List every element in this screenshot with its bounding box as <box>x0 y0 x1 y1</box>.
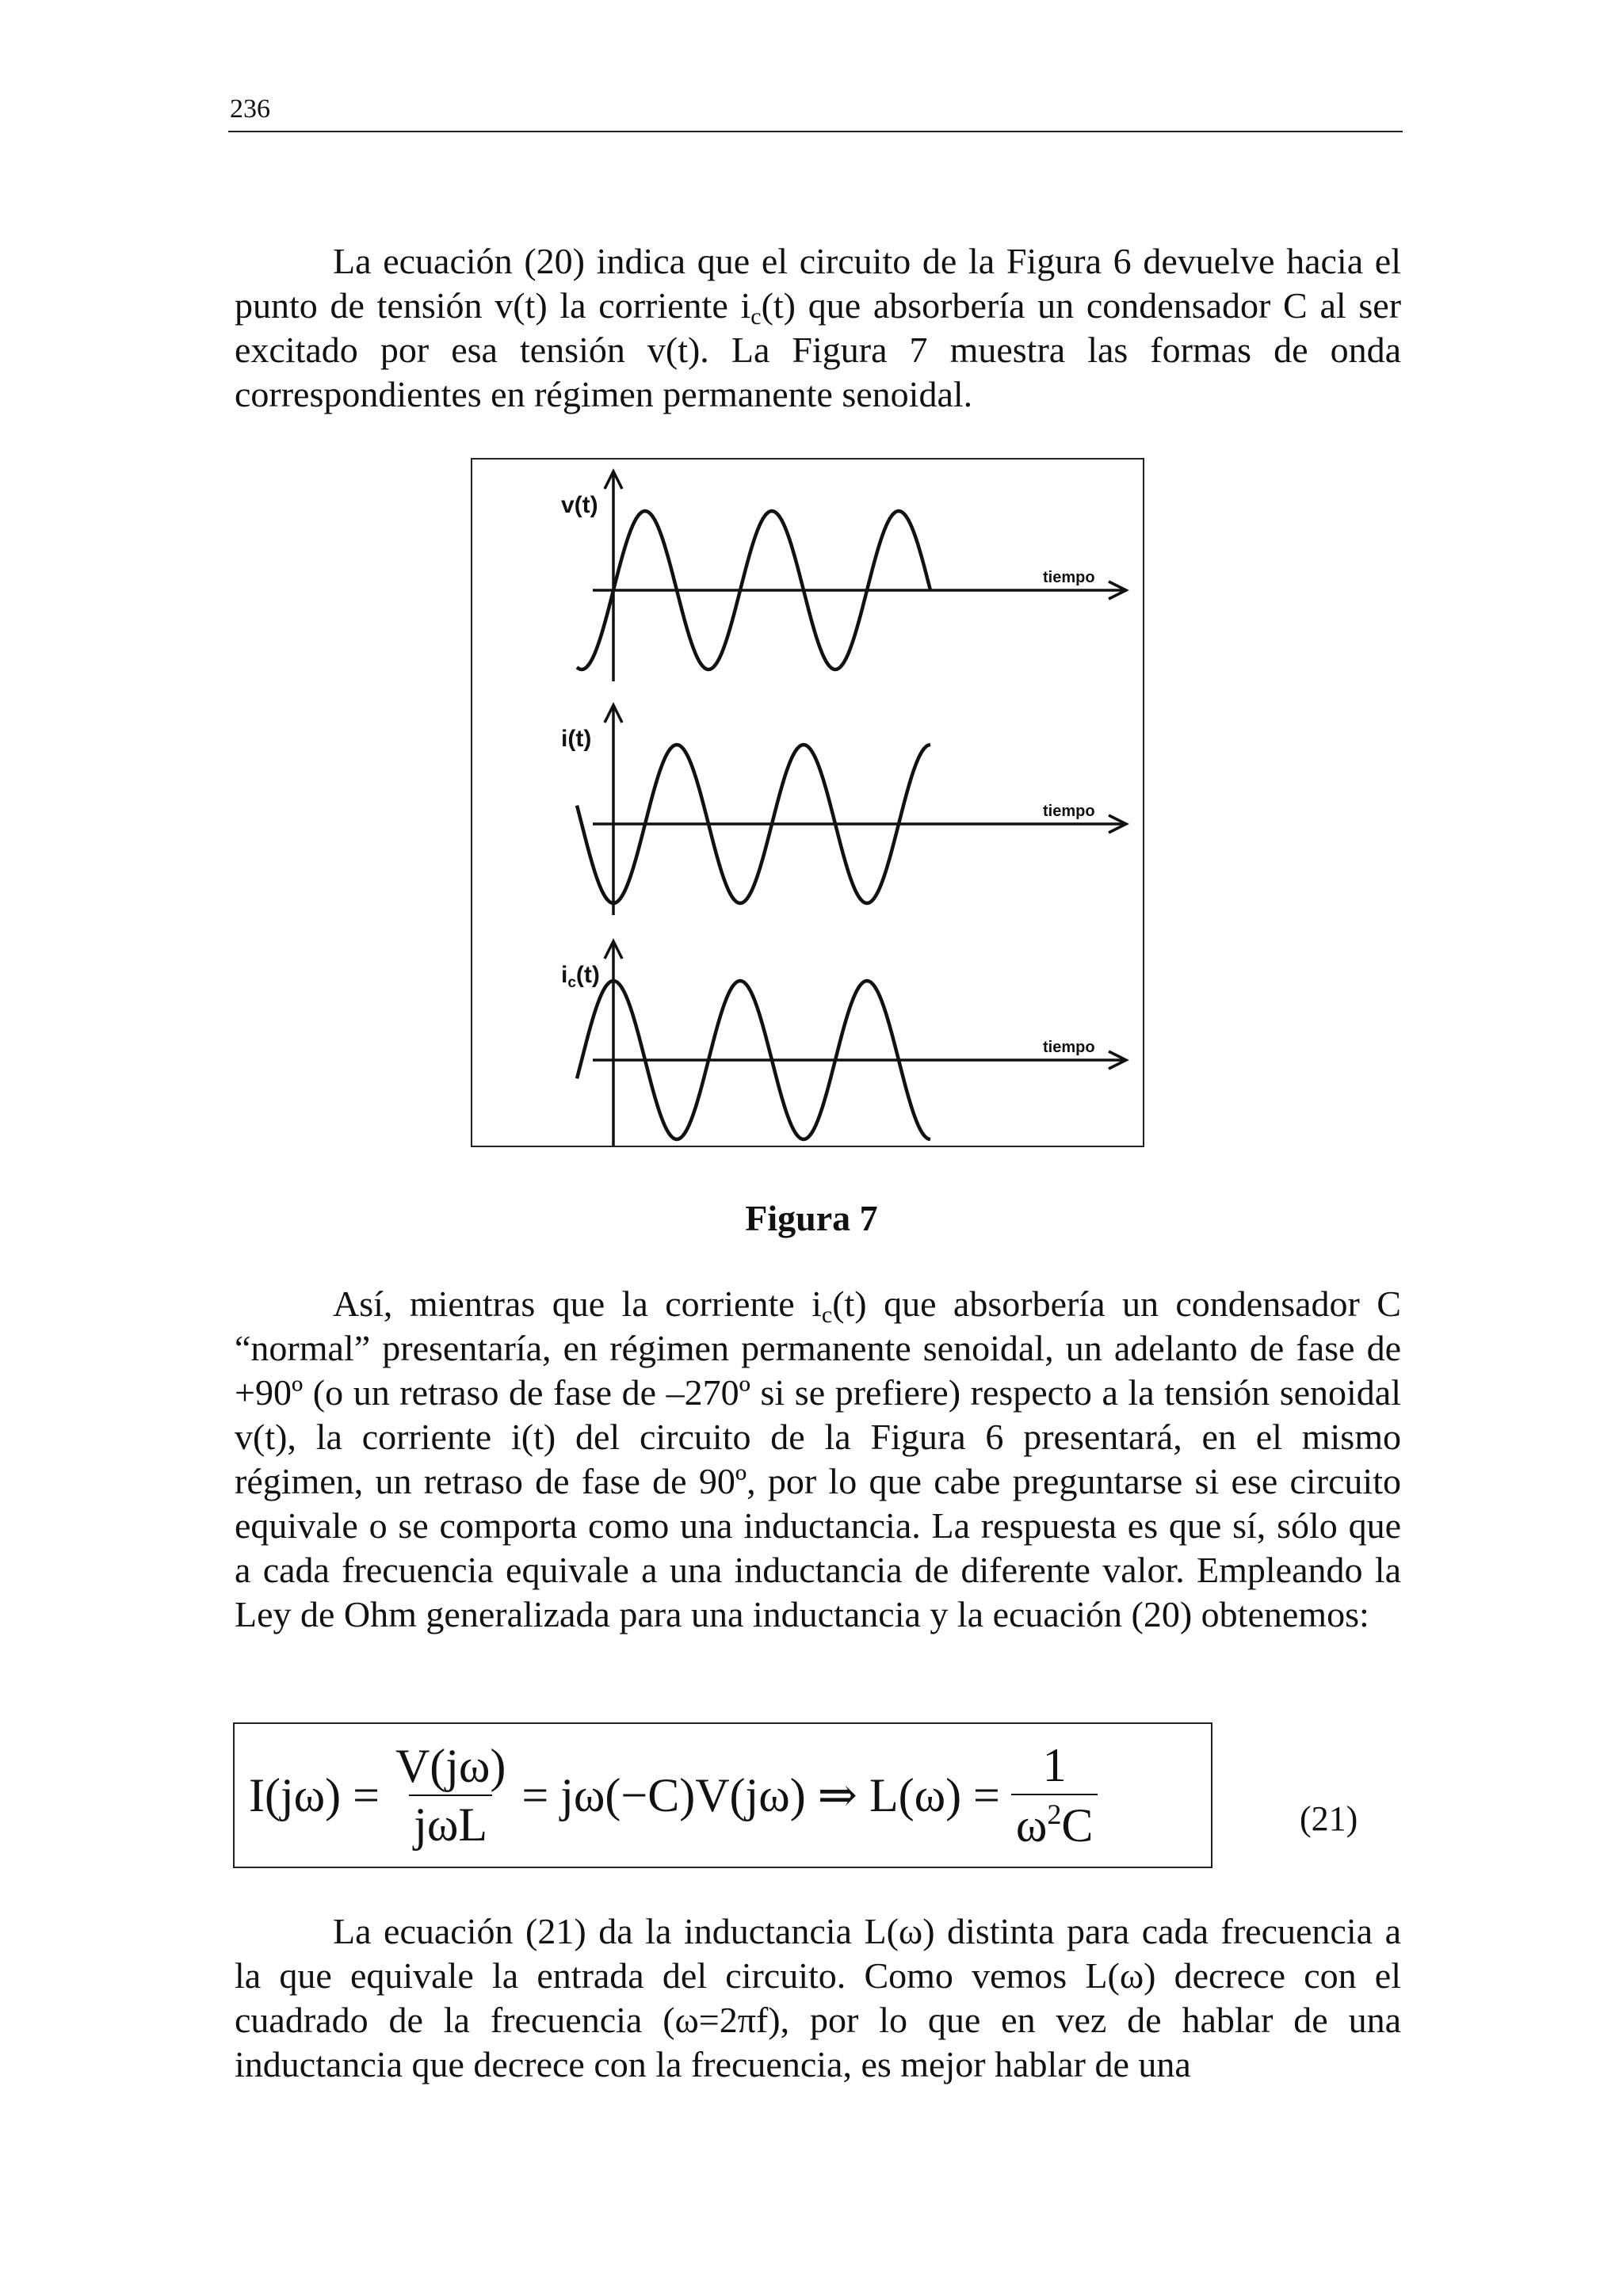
paragraph-2-text-a: Así, mientras que la corriente i <box>333 1283 822 1324</box>
fraction-1 <box>391 1740 510 1851</box>
paragraph-2-text-b: (t) que absorbería un condensador C “normal” presentaría, en régimen permanente senoidal, un adelanto de fase de +90º (o un retraso de fase de –270º si se prefiere) respecto a la tensión senoidal v(t), la corriente i(t) del circuito de la Figura 6 presentará, en el mismo régimen, un retraso de fase de 90º, por lo que cabe preguntarse si ese circuito equivale o se comporta como una inductancia. La respuesta es que sí, sólo que a cada frecuencia equivale a una inductancia de diferente valor. Empleando la Ley de Ohm generalizada para una inductancia y la ecuación (20) obtenemos: <box>235 1283 1401 1634</box>
fraction-2-denominator <box>1011 1794 1098 1852</box>
fraction-1-denominator: jωL <box>409 1794 492 1848</box>
subscript-c: c <box>821 1302 833 1328</box>
ic-time-label: tiempo <box>1043 1039 1095 1056</box>
equation-21-box <box>233 1722 1212 1868</box>
v-time-label: tiempo <box>1043 569 1095 586</box>
equation-lhs: I(jω) = <box>249 1768 380 1821</box>
paragraph-2 <box>235 1282 1401 1637</box>
fraction-2-numerator: 1 <box>1042 1739 1067 1791</box>
paragraph-1-text-a: La ecuación (20) indica que el circuito de la Figura 6 devuelve hacia el punto de tensión v(t) la corriente i <box>235 241 1401 326</box>
capacitance: C <box>1061 1799 1094 1852</box>
exponent: 2 <box>1047 1798 1062 1830</box>
figure-7-frame <box>471 458 1144 1147</box>
figure-caption: Figura 7 <box>745 1198 878 1238</box>
paragraph-1-text-b: (t) que absorbería un condensador C al ser excitado por esa tensión v(t). La Figura 7 muestra las formas de onda correspondientes en régimen permanente senoidal. <box>235 285 1402 414</box>
equation-21 <box>246 1724 1106 1867</box>
ic-axis-label: $i_c(t)$ <box>561 962 600 991</box>
fraction-2 <box>1011 1739 1098 1852</box>
header-rule <box>228 131 1403 132</box>
equation-number: (21) <box>1300 1799 1358 1838</box>
v-axis-label: v(t) <box>561 492 598 518</box>
fraction-1-numerator: V(jω) <box>395 1740 506 1792</box>
waveform-figure <box>472 460 1143 1146</box>
page-number: 236 <box>230 94 270 124</box>
paragraph-1 <box>235 239 1401 417</box>
omega: ω <box>1015 1799 1048 1852</box>
i-time-label: tiempo <box>1043 803 1095 820</box>
equation-middle: = jω(−C)V(jω) ⇒ L(ω) = <box>521 1769 1000 1821</box>
subscript-c: c <box>750 303 762 330</box>
paragraph-3: La ecuación (21) da la inductancia L(ω) distinta para cada frecuencia a la que equivale la entrada del circuito. Como vemos L(ω) decrece con el cuadrado de la frecuencia (ω=2πf), por lo que en vez de hablar de una inductancia que decrece con la frecuencia, es mejor hablar de una <box>235 1911 1401 2084</box>
i-axis-label: i(t) <box>561 726 592 752</box>
